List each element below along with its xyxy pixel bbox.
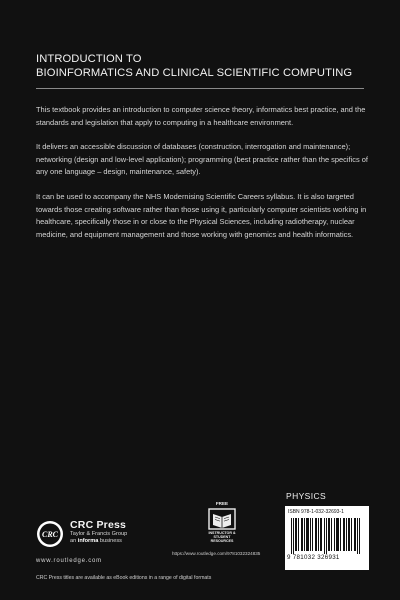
title-divider <box>36 88 364 89</box>
publisher-business: an informa business <box>70 538 122 544</box>
publisher-group: Taylor & Francis Group <box>70 531 128 537</box>
barcode-bars-icon <box>291 518 363 554</box>
blurb-paragraph-3: It can be used to accompany the NHS Modernising Scientific Careers syllabus. It is also targeted towards those creating software rather than those using it, particularly computer scientists working in healthcare, specifically those in or close to the Physical Sciences, including radiotherapy, nuclear medicine, and equipment management and those working with genomics and health informatics. <box>36 191 367 239</box>
isbn-digits: 9 781032 326931 <box>287 554 340 561</box>
title-line-1: INTRODUCTION TO <box>36 53 142 65</box>
resources-url[interactable]: https://www.routledge.com/9781032324835 <box>172 551 261 556</box>
ebook-note: CRC Press titles are available as eBook editions in a range of digital formats <box>36 575 212 581</box>
crc-press-logo-icon <box>36 520 64 548</box>
blurb-paragraph-1: This textbook provides an introduction to computer science theory, informatics best practice, and the standards and legislation that apply to computing in a healthcare environment. <box>36 105 366 127</box>
blurb-paragraph-2: It delivers an accessible discussion of databases (construction, interrogation and maintenance); networking (design and low-level application); programming (best practice rather than the specifics of any one language – design, maintenance, safety). <box>36 142 368 177</box>
publisher-name: CRC Press <box>70 519 127 531</box>
subject-category: PHYSICS <box>286 491 327 501</box>
publisher-block <box>70 519 127 545</box>
instructor-resources-icon <box>208 508 236 530</box>
blurb <box>36 104 368 253</box>
publisher-url[interactable]: www.routledge.com <box>36 558 102 564</box>
free-label: FREE <box>215 501 229 506</box>
instructor-resources-label: INSTRUCTOR & STUDENT RESOURCES <box>208 531 236 544</box>
title-line-2: BIOINFORMATICS AND CLINICAL SCIENTIFIC COMPUTING <box>36 67 353 79</box>
isbn-label: ISBN 978-1-032-32693-1 <box>288 509 344 515</box>
barcode <box>285 506 369 570</box>
book-title <box>36 52 376 80</box>
crc-logo-text: CRC <box>41 529 59 539</box>
